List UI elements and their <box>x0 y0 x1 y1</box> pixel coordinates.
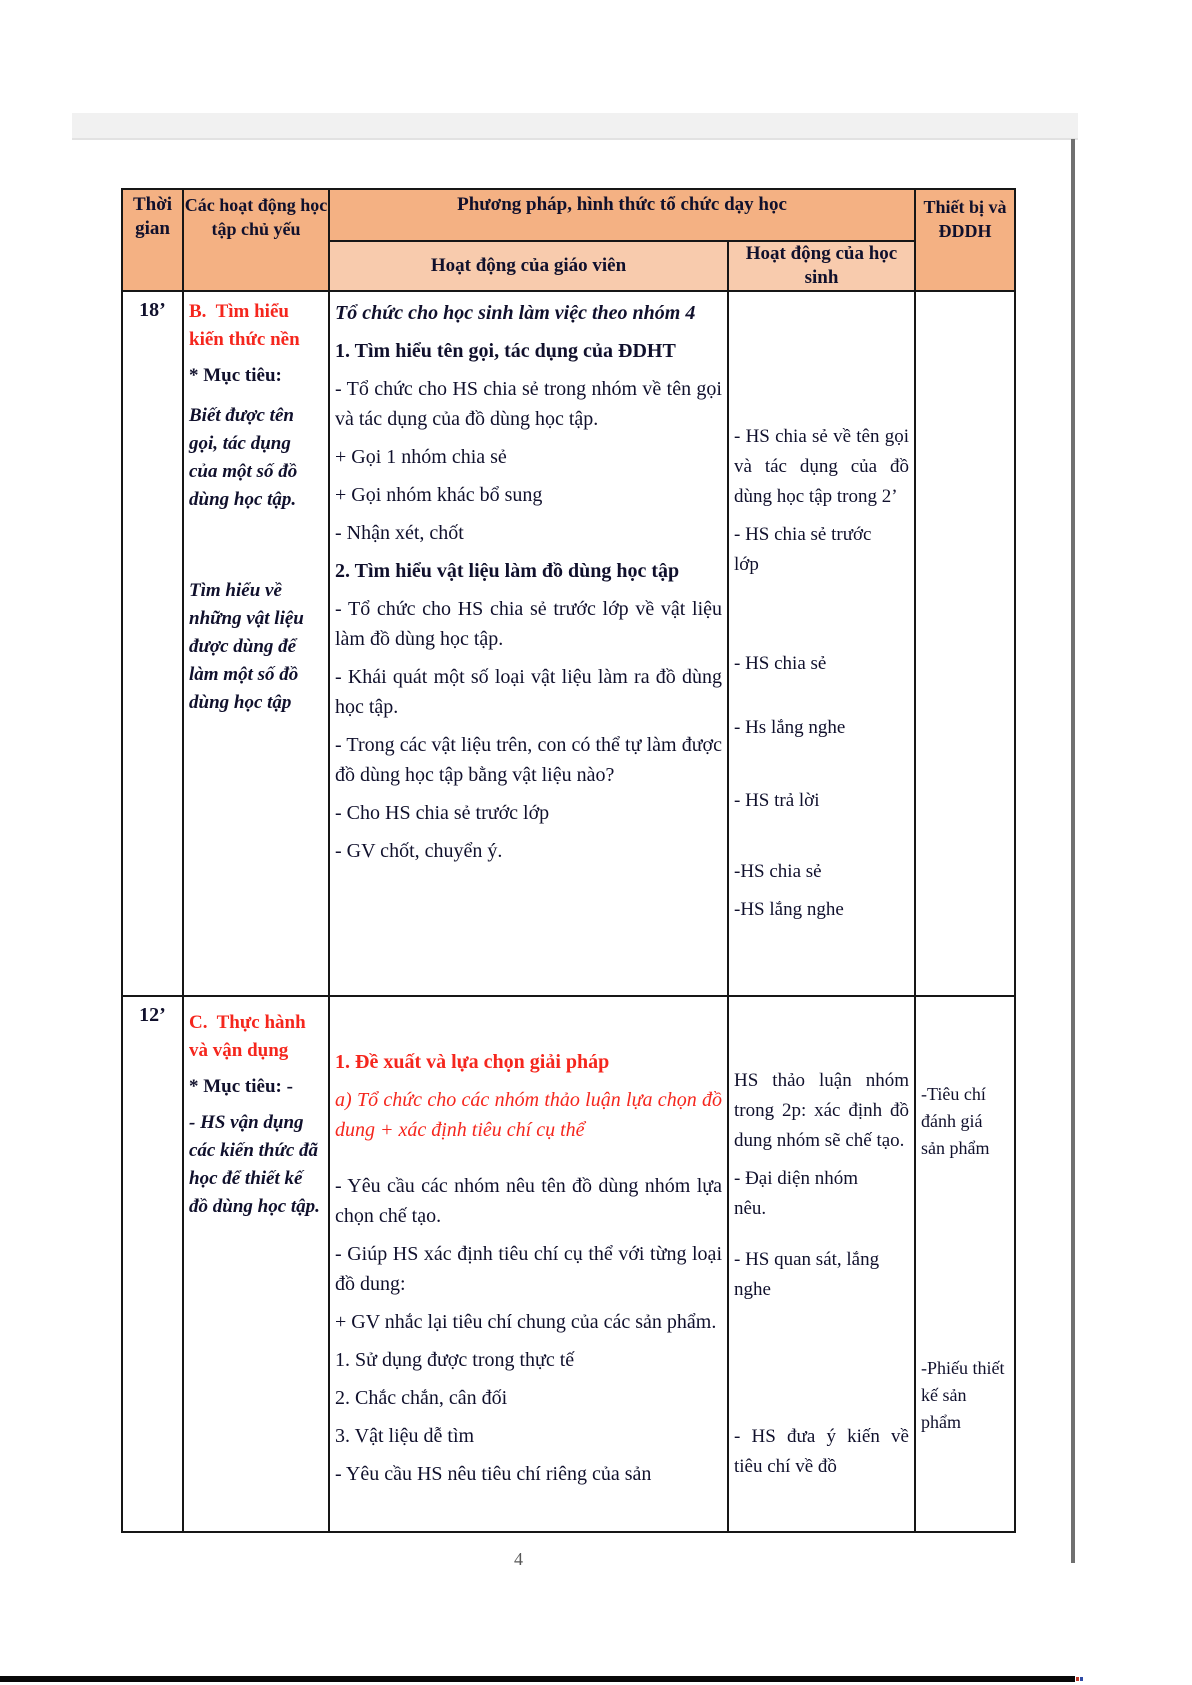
student-step: -HS lắng nghe <box>734 899 844 920</box>
teacher-step: + GV nhắc lại tiêu chí chung của các sản phẩm. <box>335 1311 717 1333</box>
student-step: - Hs lắng nghe <box>734 717 846 738</box>
teacher-step: - Tổ chức cho HS chia sẻ trong nhóm về tên gọi và tác dụng của đồ dùng học tập. <box>335 378 722 430</box>
student-step: HS thảo luận nhóm trong 2p: xác định đồ dung nhóm sẽ chế tạo. <box>734 1070 909 1151</box>
cell-student-2 <box>728 996 915 1532</box>
teacher-step: - Giúp HS xác định tiêu chí cụ thể với từng loại đồ dung: <box>335 1243 722 1295</box>
student-step: -HS chia sẻ <box>734 861 822 882</box>
teacher-step: - GV chốt, chuyển ý. <box>335 840 503 862</box>
cell-activity-1 <box>183 291 329 996</box>
teacher-step: 2. Tìm hiểu vật liệu làm đồ dùng học tập <box>335 560 680 582</box>
header-cell-student: Hoạt động của học sinh <box>728 241 915 291</box>
table-row-activity-c <box>122 996 1015 1532</box>
cell-student-1 <box>728 291 915 996</box>
header-row-top <box>122 189 1015 241</box>
teacher-step: + Gọi nhóm khác bổ sung <box>335 484 543 506</box>
section-title: B. Tìm hiểu kiến thức nền <box>189 301 300 350</box>
time-value: 12’ <box>139 1004 166 1026</box>
page-gap-bar <box>72 113 1078 140</box>
teacher-step: - Yêu cầu HS nêu tiêu chí riêng của sản <box>335 1463 652 1485</box>
bottom-rule-artifact-red <box>1076 1677 1079 1681</box>
teacher-step: 1. Tìm hiểu tên gọi, tác dụng của ĐDHT <box>335 340 676 362</box>
teacher-step: - Nhận xét, chốt <box>335 522 464 544</box>
cell-time-1 <box>122 291 183 996</box>
cell-equipment-1 <box>915 291 1015 996</box>
teacher-step: 1. Đề xuất và lựa chọn giải pháp <box>335 1051 610 1073</box>
equipment-item: -Phiếu thiết kế sản phẩm <box>921 1358 1005 1432</box>
bottom-rule-artifact-blue <box>1080 1677 1083 1681</box>
teacher-step: - Khái quát một số loại vật liệu làm ra đồ dùng học tập. <box>335 666 722 718</box>
teacher-step: - Tổ chức cho HS chia sẻ trước lớp về vật liệu làm đồ dùng học tập. <box>335 598 722 650</box>
student-step: - HS trả lời <box>734 790 820 811</box>
goal-label: * Mục tiêu: - <box>189 1076 293 1097</box>
header-cell-method: Phương pháp, hình thức tổ chức dạy học <box>329 189 915 241</box>
goal-label: * Mục tiêu: <box>189 365 282 386</box>
cell-time-2 <box>122 996 183 1532</box>
teacher-step: Tổ chức cho học sinh làm việc theo nhóm 4 <box>335 302 696 324</box>
bottom-rule <box>0 1676 1075 1682</box>
teacher-step: + Gọi 1 nhóm chia sẻ <box>335 446 507 468</box>
student-step: - Đại diện nhóm nêu. <box>734 1168 859 1219</box>
teacher-step: 3. Vật liệu dễ tìm <box>335 1425 475 1447</box>
header-cell-teacher: Hoạt động của giáo viên <box>329 241 728 291</box>
time-value: 18’ <box>139 299 166 321</box>
teacher-step: - Trong các vật liệu trên, con có thể tự làm được đồ dùng học tập bằng vật liệu nào? <box>335 734 722 786</box>
cell-equipment-2 <box>915 996 1015 1532</box>
teacher-step: 2. Chắc chắn, cân đối <box>335 1387 508 1409</box>
table-row-activity-b <box>122 291 1015 996</box>
cell-activity-2 <box>183 996 329 1532</box>
student-step: - HS quan sát, lắng nghe <box>734 1249 880 1300</box>
section-title: C. Thực hành và vận dụng <box>189 1012 311 1061</box>
teacher-step: a) Tổ chức cho các nhóm thảo luận lựa chọn đồ dung + xác định tiêu chí cụ thể <box>335 1089 722 1141</box>
header-cell-activities: Các hoạt động học tập chủ yếu <box>183 189 329 291</box>
page-edge-line <box>1071 139 1075 1563</box>
lesson-plan-table <box>121 188 1016 1533</box>
cell-teacher-1 <box>329 291 728 996</box>
header-cell-equipment: Thiết bị và ĐDDH <box>915 189 1015 291</box>
header-cell-time: Thời gian <box>122 189 183 291</box>
goal-text: Biết được tên gọi, tác dụng của một số đồ dùng học tập. <box>189 405 298 510</box>
student-step: - HS chia sẻ <box>734 653 827 674</box>
teacher-step: 1. Sử dụng được trong thực tế <box>335 1349 575 1371</box>
goal-text: - HS vận dụng các kiến thức đã học để thiết kế đồ dùng học tập. <box>189 1112 320 1217</box>
equipment-item: -Tiêu chí đánh giá sản phẩm <box>921 1084 990 1158</box>
goal-text: Tìm hiểu về những vật liệu được dùng để làm một số đồ dùng học tập <box>189 580 304 713</box>
student-step: - HS đưa ý kiến về tiêu chí về đồ <box>734 1426 909 1477</box>
student-step: - HS chia sẻ về tên gọi và tác dụng của đồ dùng học tập trong 2’ <box>734 426 909 507</box>
cell-teacher-2 <box>329 996 728 1532</box>
teacher-step: - Yêu cầu các nhóm nêu tên đồ dùng nhóm lựa chọn chế tạo. <box>335 1175 722 1227</box>
teacher-step: - Cho HS chia sẻ trước lớp <box>335 802 550 824</box>
page-number: 4 <box>514 1549 523 1569</box>
student-step: - HS chia sẻ trước lớp <box>734 524 872 575</box>
